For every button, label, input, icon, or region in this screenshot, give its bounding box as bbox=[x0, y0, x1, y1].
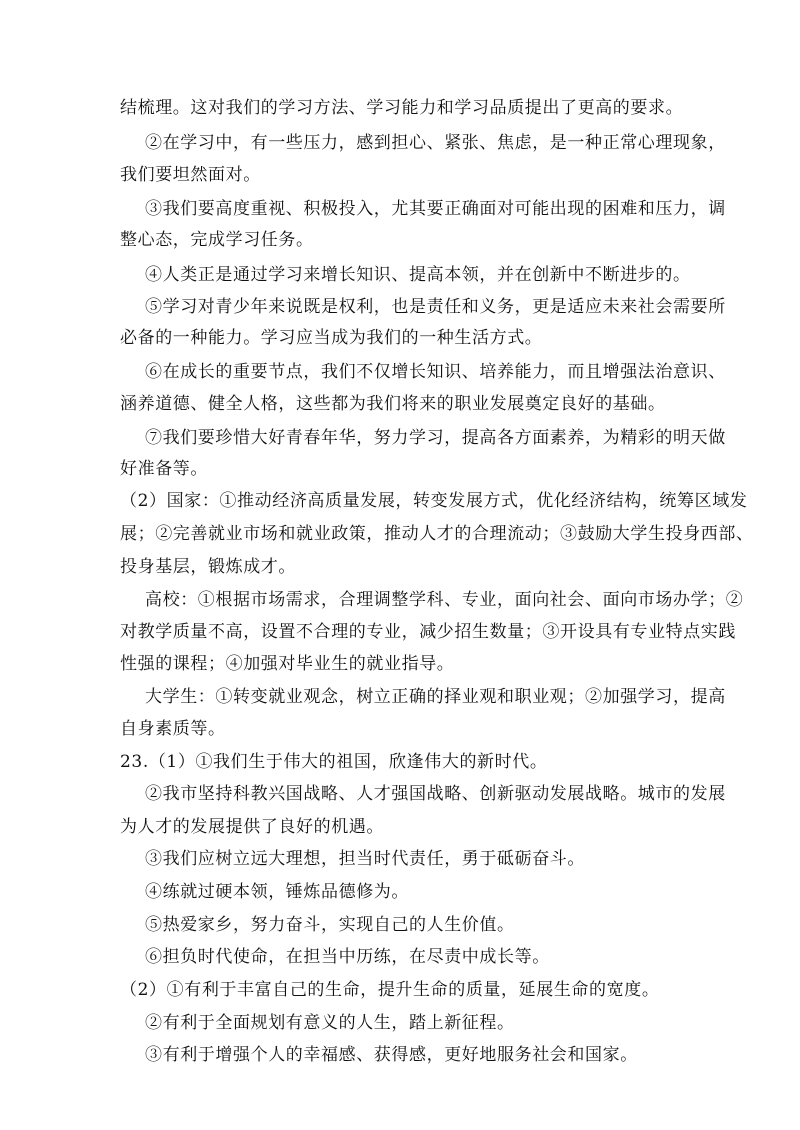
text-line: （2）国家：①推动经济高质量发展，转变发展方式，优化经济结构，统筹区域发 bbox=[120, 491, 748, 511]
text-line: 高校：①根据市场需求，合理调整学科、专业，面向社会、面向市场办学；② bbox=[145, 590, 744, 610]
text-line: 性强的课程；④加强对毕业生的就业指导。 bbox=[120, 654, 455, 674]
text-line: 好准备等。 bbox=[120, 459, 208, 479]
text-line: ⑥担负时代使命，在担当中历练，在尽责中成长等。 bbox=[145, 947, 550, 967]
text-line: ②在学习中，有一些压力，感到担心、紧张、焦虑，是一种正常心理现象， bbox=[145, 133, 726, 153]
text-line: 投身基层，锻炼成才。 bbox=[120, 557, 296, 577]
text-line: 23.（1）①我们生于伟大的祖国，欣逢伟大的新时代。 bbox=[120, 752, 548, 772]
text-line: 整心态，完成学习任务。 bbox=[120, 230, 314, 250]
text-line: ④人类正是通过学习来增长知识、提高本领，并在创新中不断进步的。 bbox=[145, 265, 691, 285]
text-line: 我们要坦然面对。 bbox=[120, 165, 261, 185]
text-line: ④练就过硬本领，锤炼品德修为。 bbox=[145, 882, 409, 902]
text-line: ③有利于增强个人的幸福感、获得感，更好地服务社会和国家。 bbox=[145, 1045, 638, 1065]
text-line: 涵养道德、健全人格，这些都为我们将来的职业发展奠定良好的基础。 bbox=[120, 394, 666, 414]
text-line: ⑤热爱家乡，努力奋斗，实现自己的人生价值。 bbox=[145, 915, 515, 935]
text-line: ⑤学习对青少年来说既是权利，也是责任和义务，更是适应未来社会需要所 bbox=[145, 297, 726, 317]
text-line: （2）①有利于丰富自己的生命，提升生命的质量，延展生命的宽度。 bbox=[120, 980, 660, 1000]
text-line: 对教学质量不高，设置不合理的专业，减少招生数量；③开设具有专业特点实践 bbox=[120, 622, 736, 642]
text-line: ⑦我们要珍惜大好青春年华，努力学习，提高各方面素养，为精彩的明天做 bbox=[145, 428, 726, 448]
text-line: 大学生：①转变就业观念，树立正确的择业观和职业观；②加强学习，提高 bbox=[145, 687, 726, 707]
text-line: ②我市坚持科教兴国战略、人才强国战略、创新驱动发展战略。城市的发展 bbox=[145, 784, 726, 804]
text-line: ③我们要高度重视、积极投入，尤其要正确面对可能出现的困难和压力，调 bbox=[145, 199, 726, 219]
text-line: ⑥在成长的重要节点，我们不仅增长知识、培养能力，而且增强法治意识、 bbox=[145, 362, 726, 382]
text-line: ②有利于全面规划有意义的人生，踏上新征程。 bbox=[145, 1013, 515, 1033]
text-line: 为人才的发展提供了良好的机遇。 bbox=[120, 817, 384, 837]
text-line: 自身素质等。 bbox=[120, 719, 226, 739]
text-line: ③我们应树立远大理想，担当时代责任，勇于砥砺奋斗。 bbox=[145, 849, 585, 869]
text-line: 结梳理。这对我们的学习方法、学习能力和学习品质提出了更高的要求。 bbox=[120, 98, 684, 118]
text-line: 必备的一种能力。学习应当成为我们的一种生活方式。 bbox=[120, 328, 543, 348]
text-line: 展；②完善就业市场和就业政策，推动人才的合理流动；③鼓励大学生投身西部、 bbox=[120, 524, 754, 544]
